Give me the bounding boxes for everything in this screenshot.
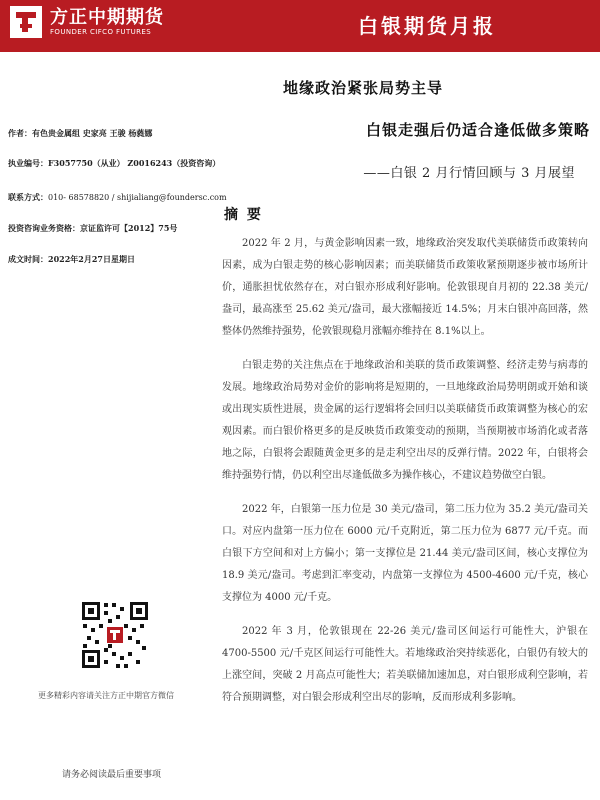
author-value: 有色贵金属组 史家亮 王骏 杨蕤娜 (32, 128, 153, 138)
footer-note: 请务必阅读最后重要事项 (62, 770, 162, 780)
logo-mark-icon (6, 2, 46, 42)
logo-chinese-name: 方正中期期货 (50, 7, 164, 28)
company-logo (6, 2, 202, 48)
wechat-qr-code (80, 600, 150, 670)
report-header (0, 0, 600, 52)
summary-paragraph: 白银走势的关注焦点在于地缘政治和美联的货币政策调整、经济走势与病毒的发展。地缘政治局势对金价的影响将是短期的，一旦地缘政治局势明朗或开始和谈或出现实质性进展，贵金属的运行逻辑将会回归以美联储货币政策调整为核心的宏观因素。而白银价格更多的是反映货币政策变动的预期，当预期被市场消化或者落地之际，白银将会跟随黄金更多的是走利空出尽的反弹行情。2022 年，白银将会维持强势行情，仍以利空出尽逢低做多为操作核心，不建议趋势做空白银。 (222, 360, 588, 481)
report-title: 白银期货月报 (358, 14, 496, 38)
sub-sub-title: ——白银 2 月行情回顾与 3 月展望 (363, 166, 575, 181)
summary-paragraph: 2022 年 2 月，与黄金影响因素一致，地缘政治突发取代美联储货币政策转向因素，成为白银走势的核心影响因素；而美联储货币政策收紧预期逐步被市场所计价，通胀担忧依然存在，对白银亦形成利好影响。伦敦银现自月初的 22.38 美元/盎司，最高涨至 25.62 美元/盎司，最大涨幅接近 14.5%；月末白银冲高回落，然整体仍然维持强势，伦敦银现稳月涨幅亦维持在 8.1%以上。 (222, 238, 588, 337)
contact-line (8, 192, 227, 203)
logo-english-name: FOUNDER CIFCO FUTURES (50, 28, 152, 36)
date-value: 2022年2月27日星期日 (48, 254, 135, 264)
license-value: F3057750（从业） Z0016243（投资咨询） (48, 158, 221, 168)
author-label: 作者： (8, 128, 32, 138)
main-title: 地缘政治紧张局势主导 (283, 79, 444, 97)
summary-heading: 摘 要 (224, 207, 263, 223)
date-line (8, 254, 135, 265)
qualification-value: 京证监许可【2012】75号 (80, 223, 178, 233)
summary-body (222, 233, 588, 709)
summary-paragraph: 2022 年，白银第一压力位是 30 美元/盎司，第二压力位为 35.2 美元/盎司关口。对应内盘第一压力位在 6000 元/千克附近，第二压力位为 6877 元/千克。而白银下方空间和对上方偏小；第一支撑位是 21.44 美元/盎司区间，核心支撑位为 18.9 美元/盎司。考虑到汇率变动，内盘第一支撑位为 4500-4600 元/千克，核心支撑位为 4000 元/千克。 (222, 504, 588, 603)
qualification-label: 投资咨询业务资格： (8, 223, 80, 233)
contact-label: 联系方式： (8, 192, 48, 202)
author-line (8, 128, 152, 139)
qualification-line (8, 223, 177, 234)
contact-value: 010- 68578820 / shijialiang@foundersc.com (48, 193, 227, 202)
qr-caption: 更多精彩内容请关注方正中期官方微信 (38, 691, 174, 700)
license-line (8, 158, 220, 169)
license-label: 执业编号： (8, 158, 48, 168)
summary-paragraph: 2022 年 3 月，伦敦银现在 22-26 美元/盎司区间运行可能性大，沪银在 4700-5500 元/千克区间运行可能性大。若地缘政治突持续恶化，白银仍有较大的上涨空间，突破 2 月高点可能性大；若美联储加速加息，对白银形成利空影响，若符合预期调整，对白银会形成利空出尽的影响，反而形成利多影响。 (222, 626, 588, 703)
date-label: 成文时间： (8, 254, 48, 264)
sub-title: 白银走强后仍适合逢低做多策略 (366, 121, 591, 139)
